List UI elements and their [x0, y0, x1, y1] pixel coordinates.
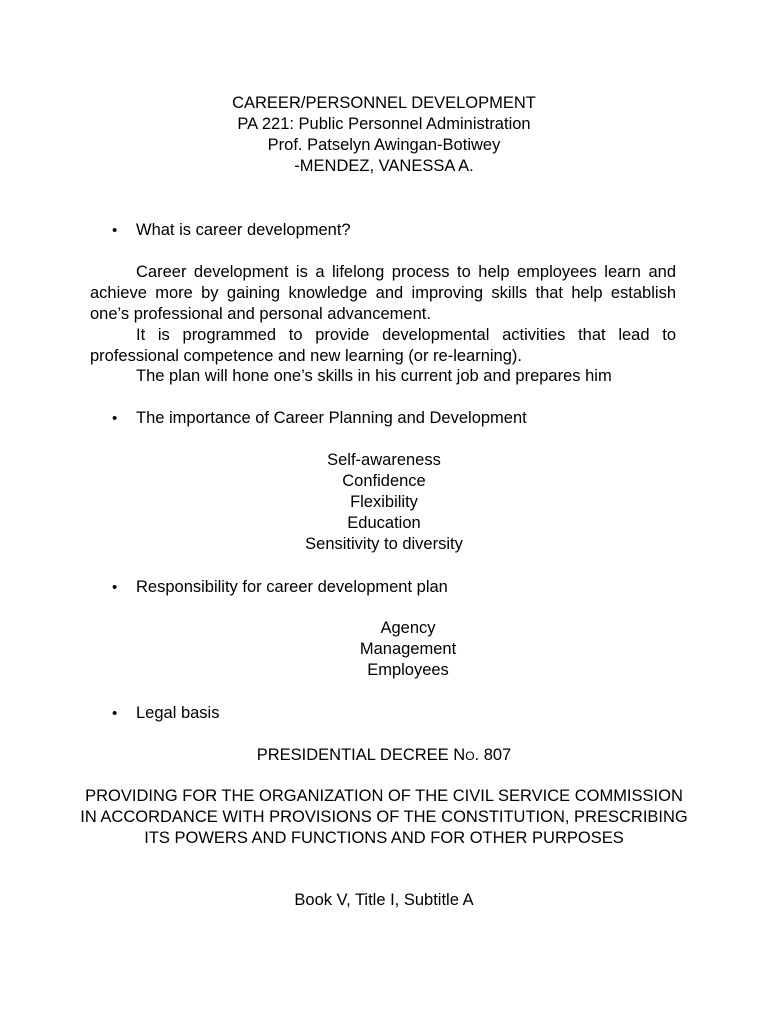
- header-professor: Prof. Patselyn Awingan-Botiwey: [267, 136, 501, 154]
- bullet-glyph: •: [112, 705, 118, 722]
- list-item: Management: [359, 640, 457, 658]
- decree-description: PROVIDING FOR THE ORGANIZATION OF THE CIVIL SERVICE COMMISSION IN ACCORDANCE WITH PROVISIONS OF THE CONSTITUTION, PRESCRIBING ITS POWERS AND FUNCTIONS AND FOR OTHER PURPOSES: [80, 787, 688, 847]
- bullet-text: Legal basis: [136, 704, 220, 722]
- list-item: Education: [347, 514, 421, 532]
- bullet-glyph: •: [112, 410, 118, 427]
- bullet-responsibility: [112, 577, 448, 598]
- document-header: [0, 93, 768, 177]
- importance-list: [0, 450, 768, 555]
- bullet-glyph: •: [112, 222, 118, 239]
- paragraph-definition: Career development is a lifelong process to help employees learn and achieve more by gaining knowledge and improving skills that help establish one’s professional and personal advancement.: [90, 263, 676, 323]
- header-title: CAREER/PERSONNEL DEVELOPMENT: [232, 94, 536, 112]
- bullet-glyph: •: [112, 579, 118, 596]
- bullet-text: Responsibility for career development plan: [136, 578, 448, 596]
- bullet-what-is-career-development: [112, 220, 351, 241]
- list-item: Sensitivity to diversity: [305, 535, 463, 553]
- list-item: Agency: [380, 619, 436, 637]
- bullet-text: The importance of Career Planning and Development: [136, 409, 527, 427]
- list-item: Employees: [367, 661, 449, 679]
- bullet-importance: [112, 408, 527, 429]
- list-item: Self-awareness: [327, 451, 441, 469]
- decree-book: Book V, Title I, Subtitle A: [294, 891, 474, 909]
- bullet-legal-basis: [112, 703, 219, 724]
- paragraph-programmed: It is programmed to provide developmental activities that lead to professional competence and new learning (or re-learning).: [90, 326, 676, 365]
- decree-title: PRESIDENTIAL DECREE No. 807: [256, 746, 512, 764]
- header-author: -MENDEZ, VANESSA A.: [294, 157, 474, 175]
- list-item: Confidence: [342, 472, 426, 490]
- bullet-text: What is career development?: [136, 221, 351, 239]
- responsibility-list: [24, 618, 768, 681]
- header-course: PA 221: Public Personnel Administration: [237, 115, 531, 133]
- list-item: Flexibility: [350, 493, 418, 511]
- paragraph-plan: The plan will hone one’s skills in his current job and prepares him: [136, 367, 612, 385]
